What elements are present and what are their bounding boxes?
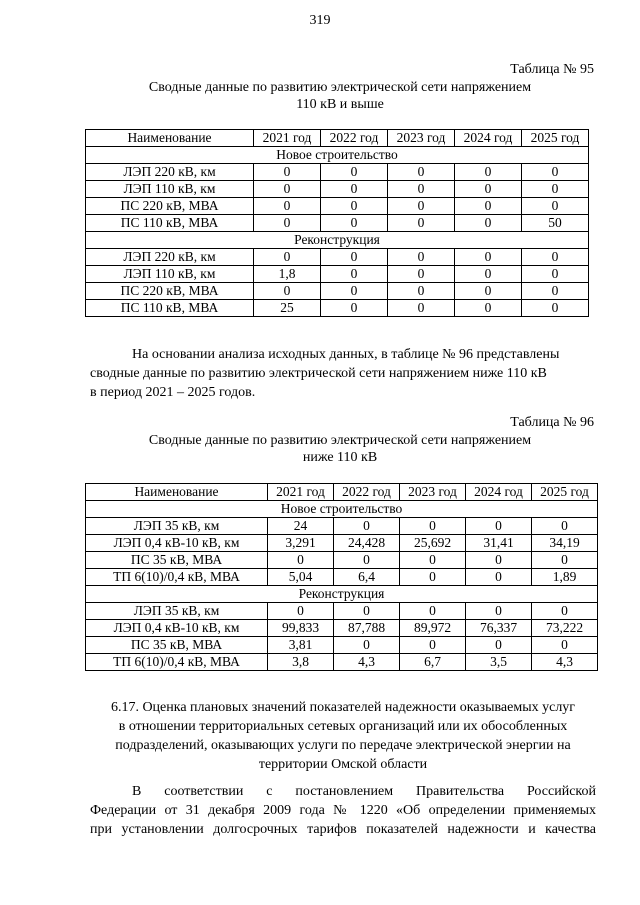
value-cell: 0 [388, 215, 455, 232]
value-cell: 0 [254, 283, 321, 300]
value-cell: 0 [532, 637, 598, 654]
value-cell: 0 [321, 249, 388, 266]
value-cell: 24 [268, 518, 334, 535]
value-cell: 0 [532, 552, 598, 569]
intro-paragraph [90, 345, 596, 402]
paragraph-line: в период 2021 – 2025 годов. [90, 385, 256, 400]
value-cell: 3,291 [268, 535, 334, 552]
table-row [86, 569, 598, 586]
value-cell: 6,7 [400, 654, 466, 671]
value-cell: 2021 год [268, 484, 334, 501]
heading-line: территории Омской области [258, 757, 428, 772]
value-cell: 0 [522, 300, 589, 317]
value-cell: 0 [466, 552, 532, 569]
value-cell: 0 [388, 249, 455, 266]
table-95-title-line-1: Сводные данные по развитию электрической сети напряжением [148, 80, 532, 95]
value-cell: 73,222 [532, 620, 598, 637]
value-cell: 0 [532, 603, 598, 620]
paragraph-line: На основании анализа исходных данных, в таблице № 96 представлены [132, 347, 560, 362]
row-label-cell: ПС 110 кВ, МВА [86, 215, 254, 232]
paragraph-line: сводные данные по развитию электрической сети напряжением ниже 110 кВ [90, 366, 547, 381]
value-cell: 0 [321, 215, 388, 232]
value-cell: 1,8 [254, 266, 321, 283]
page-number: 319 [309, 13, 331, 28]
value-cell: 0 [321, 283, 388, 300]
value-cell: 0 [455, 198, 522, 215]
value-cell: 0 [321, 181, 388, 198]
value-cell: 3,81 [268, 637, 334, 654]
value-cell: 3,8 [268, 654, 334, 671]
value-cell: 0 [455, 164, 522, 181]
row-label-cell: ЛЭП 220 кВ, км [86, 249, 254, 266]
section-row [86, 501, 598, 518]
section-row [86, 147, 589, 164]
table-96-title-line-1: Сводные данные по развитию электрической сети напряжением [148, 433, 532, 448]
value-cell: 87,788 [334, 620, 400, 637]
value-cell: 0 [400, 552, 466, 569]
table-row [86, 283, 589, 300]
value-cell: 0 [522, 198, 589, 215]
body-paragraph [90, 782, 596, 839]
value-cell: 0 [334, 603, 400, 620]
heading-line: 6.17. Оценка плановых значений показателей надежности оказываемых услуг [110, 700, 576, 715]
row-label-cell: ЛЭП 35 кВ, км [86, 603, 268, 620]
value-cell: 0 [321, 266, 388, 283]
row-label-cell: ЛЭП 35 кВ, км [86, 518, 268, 535]
value-cell: 2021 год [254, 130, 321, 147]
value-cell: 4,3 [334, 654, 400, 671]
value-cell: 0 [254, 249, 321, 266]
value-cell: 0 [388, 181, 455, 198]
section-label: Новое строительство [86, 147, 589, 164]
value-cell: 6,4 [334, 569, 400, 586]
table-row [86, 266, 589, 283]
value-cell: 0 [400, 518, 466, 535]
value-cell: 0 [388, 266, 455, 283]
value-cell: 0 [522, 283, 589, 300]
section-label: Новое строительство [86, 501, 598, 518]
value-cell: 0 [321, 164, 388, 181]
value-cell: 0 [466, 569, 532, 586]
value-cell: 0 [400, 569, 466, 586]
value-cell: 99,833 [268, 620, 334, 637]
table-row [86, 164, 589, 181]
value-cell: 2022 год [321, 130, 388, 147]
value-cell: 0 [532, 518, 598, 535]
value-cell: 0 [254, 181, 321, 198]
table-row [86, 637, 598, 654]
row-label-cell: Наименование [86, 130, 254, 147]
row-label-cell: ПС 35 кВ, МВА [86, 637, 268, 654]
value-cell: 0 [321, 198, 388, 215]
header-row [86, 130, 589, 147]
table-row [86, 300, 589, 317]
value-cell: 0 [388, 164, 455, 181]
heading-line: в отношении территориальных сетевых организаций или их обособленных [118, 719, 568, 734]
paragraph-line: при установлении долгосрочных тарифов показателей надежности и качества [90, 822, 596, 837]
value-cell: 31,41 [466, 535, 532, 552]
table-row [86, 552, 598, 569]
value-cell: 0 [455, 215, 522, 232]
header-row [86, 484, 598, 501]
value-cell: 0 [522, 249, 589, 266]
table-row [86, 620, 598, 637]
value-cell: 4,3 [532, 654, 598, 671]
value-cell: 0 [268, 552, 334, 569]
section-row [86, 232, 589, 249]
row-label-cell: ЛЭП 110 кВ, км [86, 266, 254, 283]
paragraph-line: В соответствии с постановлением Правительства Российской [132, 784, 596, 799]
row-label-cell: ТП 6(10)/0,4 кВ, МВА [86, 654, 268, 671]
value-cell: 0 [522, 164, 589, 181]
section-label: Реконструкция [86, 232, 589, 249]
value-cell: 76,337 [466, 620, 532, 637]
table-95 [85, 129, 589, 317]
value-cell: 0 [254, 198, 321, 215]
row-label-cell: ЛЭП 0,4 кВ-10 кВ, км [86, 535, 268, 552]
value-cell: 2023 год [388, 130, 455, 147]
table-96-caption: Таблица № 96 [510, 415, 594, 430]
table-row [86, 181, 589, 198]
value-cell: 3,5 [466, 654, 532, 671]
value-cell: 0 [400, 637, 466, 654]
value-cell: 25 [254, 300, 321, 317]
value-cell: 2025 год [522, 130, 589, 147]
row-label-cell: ТП 6(10)/0,4 кВ, МВА [86, 569, 268, 586]
value-cell: 0 [268, 603, 334, 620]
value-cell: 0 [400, 603, 466, 620]
value-cell: 50 [522, 215, 589, 232]
value-cell: 34,19 [532, 535, 598, 552]
value-cell: 0 [455, 181, 522, 198]
value-cell: 0 [254, 215, 321, 232]
table-row [86, 654, 598, 671]
table-95-title [90, 79, 590, 113]
value-cell: 0 [522, 181, 589, 198]
table-95-title-line-2: 110 кВ и выше [296, 97, 384, 112]
heading-line: подразделений, оказывающих услуги по передаче электрической энергии на [115, 738, 571, 753]
table-row [86, 215, 589, 232]
value-cell: 0 [455, 266, 522, 283]
table-96 [85, 483, 598, 671]
value-cell: 0 [388, 300, 455, 317]
value-cell: 1,89 [532, 569, 598, 586]
section-label: Реконструкция [86, 586, 598, 603]
value-cell: 0 [254, 164, 321, 181]
row-label-cell: Наименование [86, 484, 268, 501]
table-96-title [90, 432, 590, 466]
table-row [86, 518, 598, 535]
value-cell: 2024 год [455, 130, 522, 147]
value-cell: 0 [455, 249, 522, 266]
value-cell: 0 [334, 637, 400, 654]
paragraph-line: Федерации от 31 декабря 2009 года № 1220 «Об определении применяемых [90, 803, 596, 818]
value-cell: 0 [455, 283, 522, 300]
row-label-cell: ПС 220 кВ, МВА [86, 283, 254, 300]
value-cell: 0 [334, 518, 400, 535]
table-row [86, 535, 598, 552]
value-cell: 5,04 [268, 569, 334, 586]
value-cell: 0 [388, 283, 455, 300]
row-label-cell: ЛЭП 220 кВ, км [86, 164, 254, 181]
value-cell: 0 [321, 300, 388, 317]
row-label-cell: ПС 110 кВ, МВА [86, 300, 254, 317]
value-cell: 0 [466, 518, 532, 535]
table-96-title-line-2: ниже 110 кВ [302, 450, 378, 465]
value-cell: 2024 год [466, 484, 532, 501]
section-row [86, 586, 598, 603]
table-95-caption: Таблица № 95 [510, 62, 594, 77]
value-cell: 2022 год [334, 484, 400, 501]
table-row [86, 249, 589, 266]
value-cell: 0 [466, 603, 532, 620]
value-cell: 0 [522, 266, 589, 283]
value-cell: 0 [466, 637, 532, 654]
section-heading [90, 698, 596, 774]
value-cell: 0 [455, 300, 522, 317]
value-cell: 0 [388, 198, 455, 215]
value-cell: 25,692 [400, 535, 466, 552]
row-label-cell: ЛЭП 110 кВ, км [86, 181, 254, 198]
table-row [86, 603, 598, 620]
value-cell: 0 [334, 552, 400, 569]
value-cell: 89,972 [400, 620, 466, 637]
value-cell: 2025 год [532, 484, 598, 501]
value-cell: 2023 год [400, 484, 466, 501]
value-cell: 24,428 [334, 535, 400, 552]
row-label-cell: ПС 220 кВ, МВА [86, 198, 254, 215]
table-row [86, 198, 589, 215]
row-label-cell: ПС 35 кВ, МВА [86, 552, 268, 569]
row-label-cell: ЛЭП 0,4 кВ-10 кВ, км [86, 620, 268, 637]
